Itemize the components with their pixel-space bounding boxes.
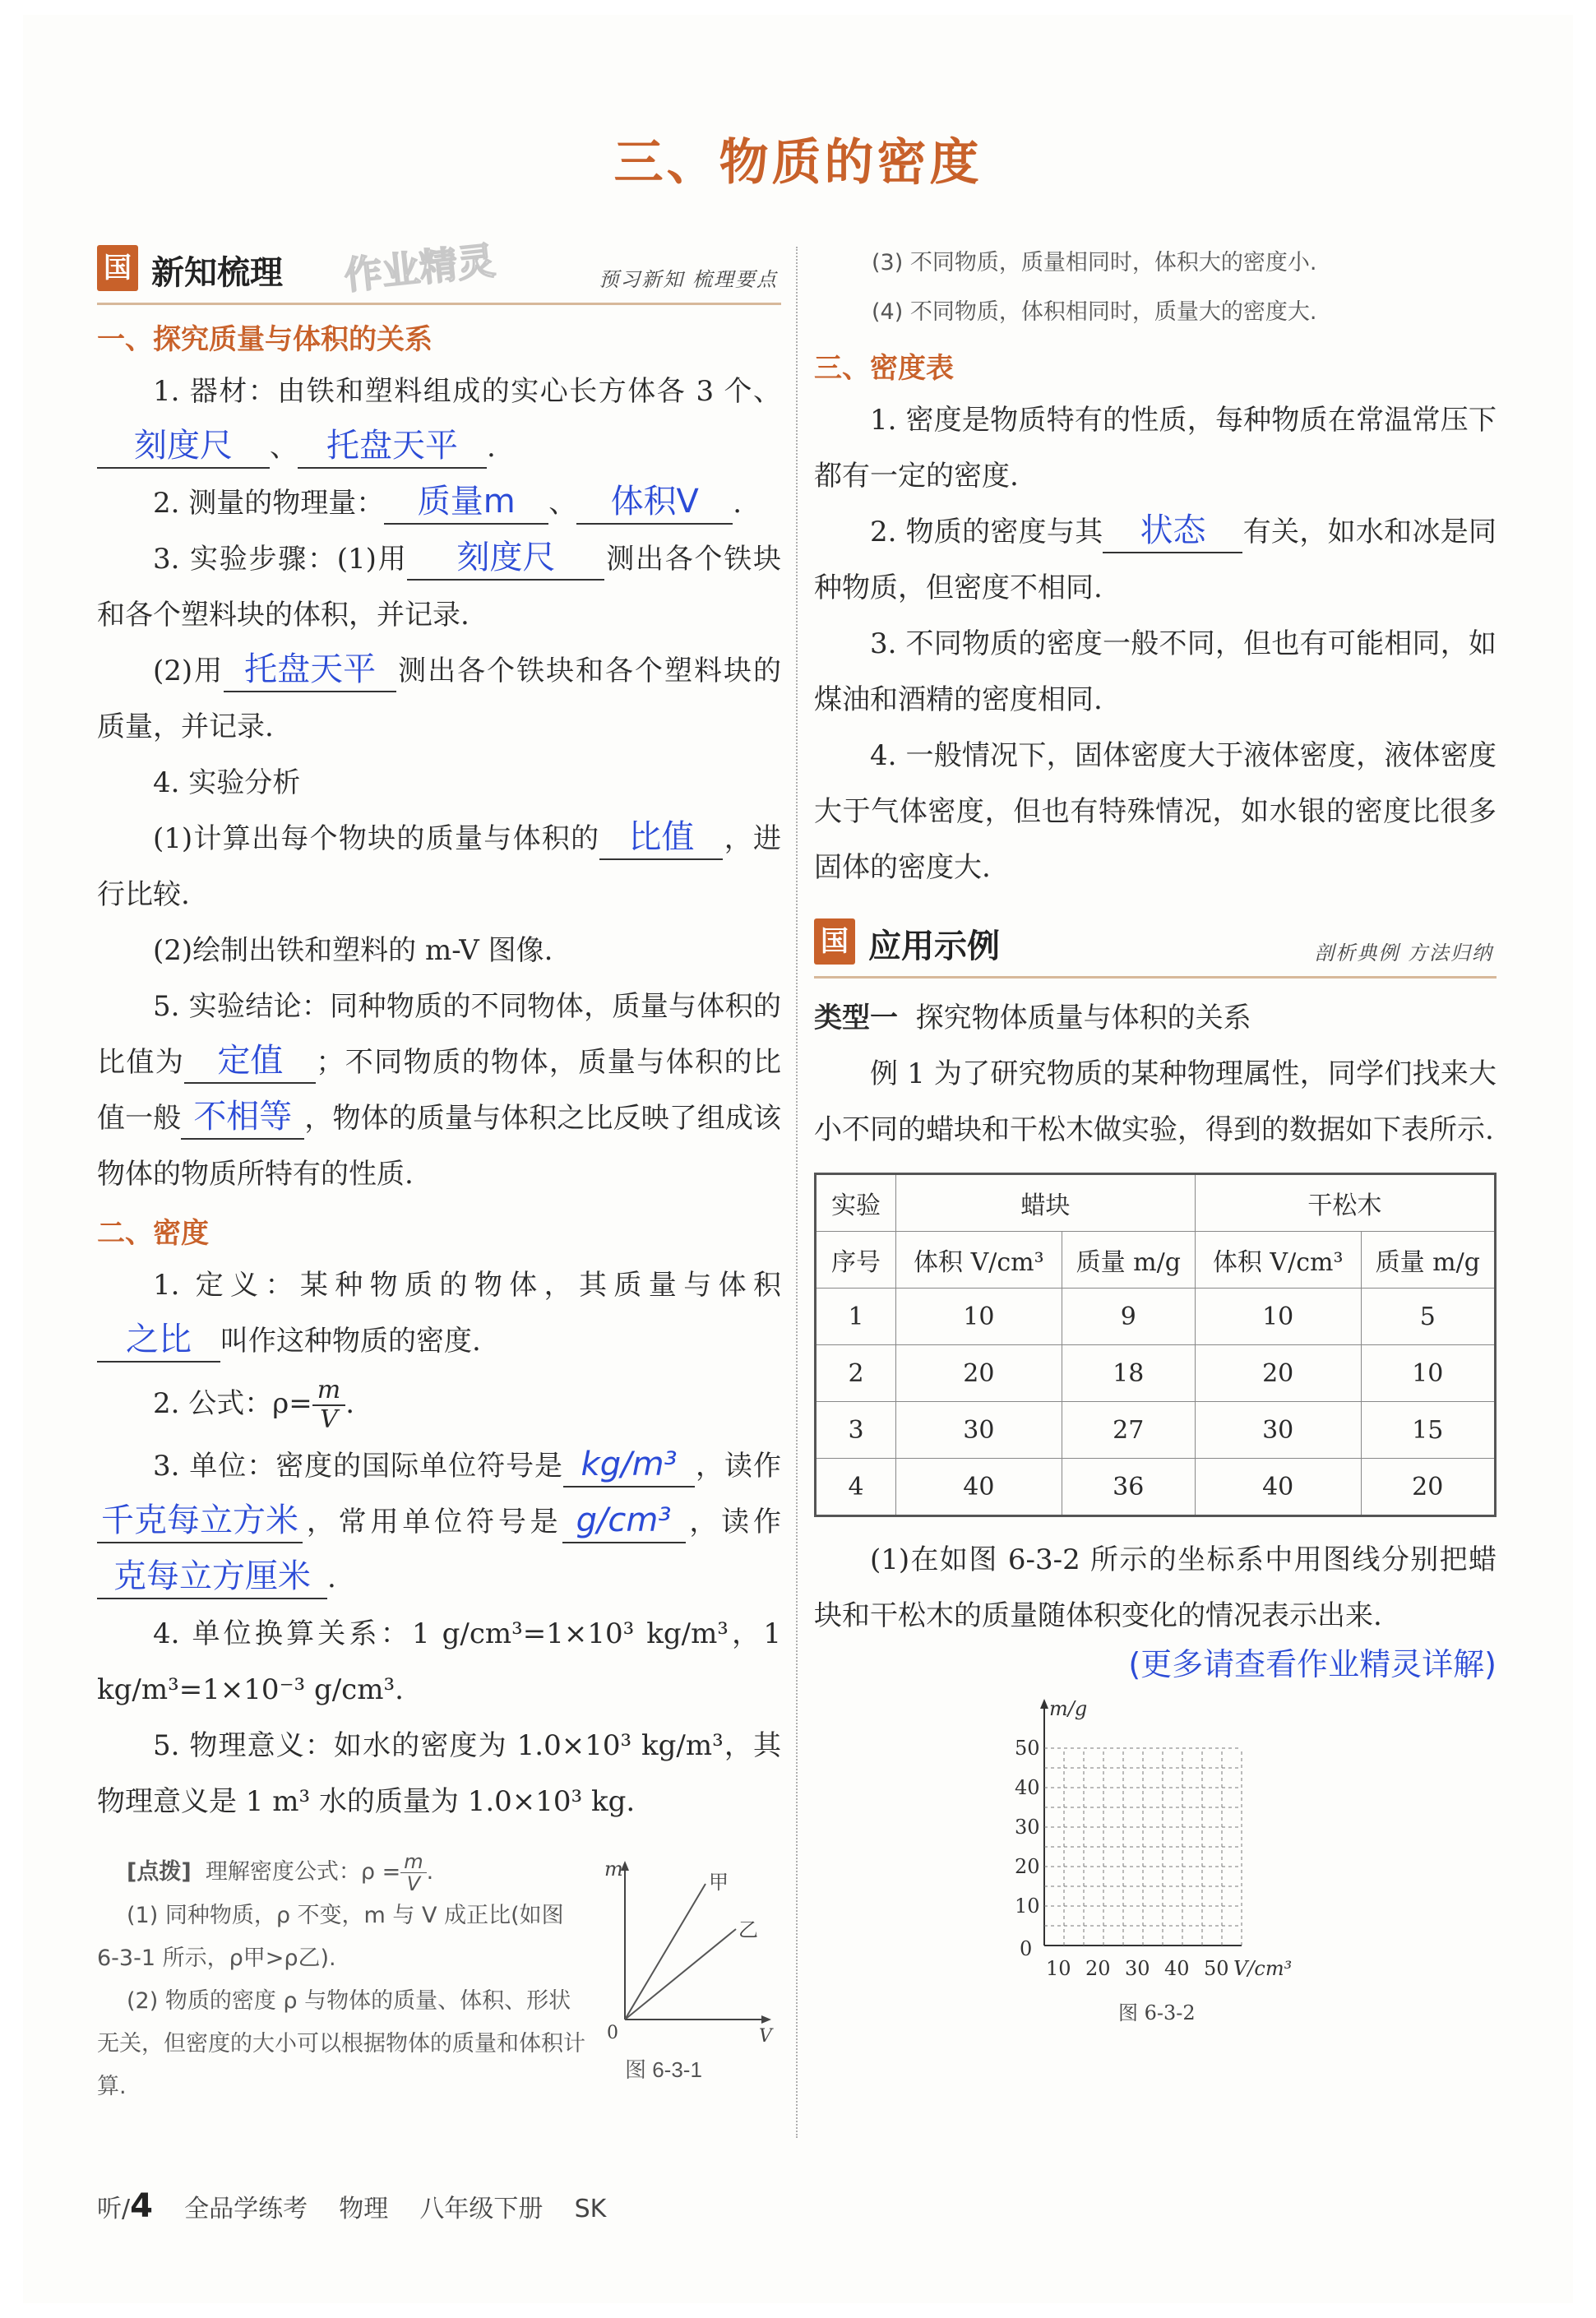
section-header-new-knowledge — [97, 238, 781, 305]
answer-blank: 刻度尺 — [407, 536, 604, 581]
table-cell: 10 — [896, 1289, 1062, 1345]
item-steps-1 — [97, 531, 781, 643]
table-cell: 20 — [1195, 1345, 1361, 1402]
answer-blank: 比值 — [599, 816, 723, 860]
origin-label: 0 — [1020, 1937, 1033, 1960]
grade: 八年级下册 — [419, 2195, 544, 2223]
table-point-4: 4. 一般情况下，固体密度大于液体密度，液体密度大于气体密度，但也有特殊情况，如水银的密度比很多固体的密度大. — [814, 739, 1497, 884]
origin-label: 0 — [607, 2023, 618, 2043]
type-heading — [814, 990, 1497, 1046]
item-analysis: 4. 实验分析 — [153, 766, 301, 799]
text: 3. 单位：密度的国际单位符号是 — [153, 1450, 564, 1483]
x-label: V — [759, 2026, 772, 2047]
table-cell: 36 — [1062, 1459, 1195, 1516]
line-jia — [625, 1884, 705, 2020]
text: . — [345, 1387, 354, 1420]
fraction — [400, 1851, 426, 1895]
table-header-row — [816, 1232, 1496, 1289]
answer-blank: 托盘天平 — [298, 424, 487, 469]
section-subtitle: 预习新知 梳理要点 — [599, 268, 778, 291]
page-title: 三、物质的密度 — [613, 134, 983, 192]
text: 1. 定义：某种物质的物体，其质量与体积 — [153, 1269, 781, 1302]
answer-blank: 体积V — [576, 480, 733, 525]
answer-blank: 之比 — [97, 1318, 220, 1363]
y-tick-label: 40 — [1015, 1776, 1040, 1799]
text: ，读作 — [695, 1450, 782, 1483]
table-point-1: 1. 密度是物质特有的性质，每种物质在常温常压下都有一定的密度. — [814, 404, 1497, 493]
question-1: (1)在如图 6-3-2 所示的坐标系中用图线分别把蜡块和干松木的质量随体积变化的情况表示出来. — [814, 1543, 1497, 1632]
edition: SK — [574, 2195, 607, 2223]
text: 2. 公式：ρ= — [153, 1387, 312, 1420]
section-header-examples — [814, 912, 1497, 979]
text: . — [487, 431, 496, 464]
type-label: 类型一 — [814, 1002, 898, 1034]
text: 测出各个铁块和各个塑料块的质量，并记录. — [97, 655, 781, 743]
text: 有关，如水和冰是同种物质，但密度不相同. — [814, 516, 1497, 604]
y-arrow — [1040, 1699, 1048, 1709]
table-cell: 2 — [816, 1345, 896, 1402]
table-cell: 5 — [1361, 1289, 1495, 1345]
rule-4: (4) 不同物质，体积相同时，质量大的密度大. — [872, 299, 1317, 325]
header-cell: 实验 — [816, 1174, 896, 1232]
heading-density: 二、密度 — [97, 1217, 209, 1250]
table-cell: 3 — [816, 1402, 896, 1459]
text: ，物体的质量与体积之比反映了组成该物体的物质所特有的性质. — [97, 1102, 782, 1191]
item-analysis-1 — [97, 811, 781, 923]
physical-meaning: 5. 物理意义：如水的密度为 1.0×10³ kg/m³，其物理意义是 1 m³ 水的质量为 1.0×10³ kg. — [97, 1729, 781, 1818]
section-title: 应用示例 — [868, 928, 1000, 965]
text: 测出各个铁块和各个塑料块的体积，并记录. — [97, 543, 781, 632]
x-tick-label: 50 — [1204, 1957, 1229, 1980]
table-point-3: 3. 不同物质的密度一般不同，但也有可能相同，如煤油和酒精的密度相同. — [814, 627, 1497, 716]
density-definition — [97, 1257, 781, 1369]
listen-label: 听/ — [97, 2195, 131, 2223]
text: 、 — [548, 487, 577, 520]
book-name: 全品学练考 — [184, 2195, 308, 2223]
data-table — [814, 1173, 1497, 1517]
text: 、 — [270, 431, 298, 464]
table-cell: 4 — [816, 1459, 896, 1516]
table-header-row — [816, 1174, 1496, 1232]
answer-blank: g/cm³ — [562, 1499, 686, 1543]
section-icon: 国 — [97, 245, 138, 291]
header-cell: 质量 m/g — [1062, 1232, 1195, 1289]
table-cell: 27 — [1062, 1402, 1195, 1459]
section-title: 新知梳理 — [151, 254, 283, 292]
header-cell: 质量 m/g — [1361, 1232, 1495, 1289]
answer-blank: 质量m — [384, 480, 548, 525]
more-details-link[interactable]: (更多请查看作业精灵详解) — [1128, 1646, 1497, 1682]
unit-conversion: 4. 单位换算关系：1 g/cm³=1×10³ kg/m³，1 kg/m³=1×10⁻³ g/cm³. — [97, 1617, 781, 1706]
figure-6-3-2 — [995, 1691, 1340, 2036]
y-tick-label: 20 — [1015, 1855, 1040, 1878]
label-jia: 甲 — [709, 1871, 729, 1894]
x-tick-label: 10 — [1046, 1957, 1071, 1980]
text: 理解密度公式：ρ = — [205, 1859, 401, 1885]
text: 1. 器材：由铁和塑料组成的实心长方体各 3 个、 — [153, 375, 781, 408]
table-cell: 9 — [1062, 1289, 1195, 1345]
figure-caption: 图 6-3-2 — [1118, 2001, 1196, 2024]
table-cell: 30 — [896, 1402, 1062, 1459]
header-cell: 序号 — [816, 1232, 896, 1289]
table-cell: 20 — [896, 1345, 1062, 1402]
rule-3: (3) 不同物质，质量相同时，体积大的密度小. — [872, 250, 1317, 275]
table-cell: 15 — [1361, 1402, 1495, 1459]
item-analysis-2: (2)绘制出铁和塑料的 m-V 图像. — [153, 934, 553, 967]
table-cell: 1 — [816, 1289, 896, 1345]
answer-blank: kg/m³ — [563, 1443, 695, 1487]
figure-caption: 图 6-3-1 — [625, 2057, 702, 2082]
answer-blank: 克每立方厘米 — [97, 1555, 327, 1599]
tip-heading: [点拨] 理解密度公式：ρ = $\frac{m}{V}$ . — [127, 1850, 434, 1895]
denominator: V — [320, 1405, 338, 1434]
y-label: m — [604, 1858, 623, 1881]
table-cell: 10 — [1361, 1345, 1495, 1402]
watermark-logo: 作业精灵 — [341, 238, 497, 298]
x-axis-label: V/cm³ — [1233, 1957, 1293, 1980]
column-divider — [796, 247, 798, 2138]
y-tick-label: 50 — [1015, 1737, 1040, 1760]
header-cell: 蜡块 — [896, 1174, 1196, 1232]
text: ，进行比较. — [97, 822, 781, 911]
x-tick-label: 30 — [1125, 1957, 1150, 1980]
answer-blank: 千克每立方米 — [97, 1499, 303, 1543]
item-quantities — [97, 475, 781, 531]
table-row — [816, 1289, 1496, 1345]
text: 叫作这种物质的密度. — [220, 1325, 481, 1358]
table-cell: 10 — [1195, 1289, 1361, 1345]
example-1: 例 1 为了研究物质的某种物理属性，同学们找来大小不同的蜡块和干松木做实验，得到的数据如下表所示. — [814, 1057, 1497, 1146]
page-number: 4 — [130, 2187, 153, 2225]
table-cell: 20 — [1361, 1459, 1495, 1516]
text: ，常用单位符号是 — [303, 1506, 562, 1538]
page-footer — [97, 2187, 606, 2225]
answer-blank: 状态 — [1103, 509, 1242, 553]
numerator: m — [400, 1851, 426, 1873]
item-steps-2 — [97, 643, 781, 755]
table-cell: 40 — [1195, 1459, 1361, 1516]
table-row — [816, 1345, 1496, 1402]
text: ；不同物质的物体，质量与体积的比值一般 — [97, 1046, 782, 1135]
label-yi: 乙 — [738, 1918, 758, 1941]
numerator: m — [312, 1376, 345, 1406]
table-cell: 18 — [1062, 1345, 1195, 1402]
tip-line-1: (1) 同种物质，ρ 不变，m 与 V 成正比(如图 6-3-1 所示，ρ甲>ρ乙). — [97, 1903, 564, 1971]
x-arrow — [761, 2015, 771, 2024]
answer-blank: 刻度尺 — [97, 424, 270, 469]
item-equipment — [97, 363, 781, 475]
figure-6-3-1 — [600, 1851, 781, 2131]
table-row — [816, 1459, 1496, 1516]
tip-box — [97, 1851, 781, 2131]
text: 2. 物质的密度与其 — [870, 516, 1103, 548]
section-subtitle: 剖析典例 方法归纳 — [1314, 942, 1493, 965]
y-axis-label: m/g — [1049, 1697, 1088, 1720]
table-cell: 40 — [896, 1459, 1062, 1516]
answer-blank: 不相等 — [181, 1095, 304, 1140]
x-tick-label: 20 — [1085, 1957, 1111, 1980]
answer-blank: 托盘天平 — [224, 648, 396, 692]
header-cell: 干松木 — [1195, 1174, 1495, 1232]
density-units — [97, 1438, 781, 1606]
line-yi — [625, 1929, 736, 2020]
text: 5. 实验结论：同种物质的不同物体，质量与体积的比值为 — [97, 990, 781, 1079]
text: . — [733, 487, 742, 520]
text: (2)用 — [153, 655, 224, 687]
tip-text — [97, 1851, 590, 2108]
answer-blank: 定值 — [184, 1039, 316, 1084]
text: . — [327, 1562, 336, 1594]
text: 2. 测量的物理量： — [153, 487, 385, 520]
subject: 物理 — [339, 2195, 389, 2223]
more-link-row — [814, 1639, 1497, 1684]
text: 3. 实验步骤：(1)用 — [153, 543, 408, 576]
section-icon: 国 — [814, 918, 855, 965]
tip-label: [点拨] — [127, 1859, 192, 1885]
y-tick-label: 10 — [1015, 1895, 1040, 1918]
fraction — [312, 1376, 345, 1434]
heading-mass-volume: 一、探究质量与体积的关系 — [97, 323, 433, 356]
header-cell: 体积 V/cm³ — [896, 1232, 1062, 1289]
type-text: 探究物体质量与体积的关系 — [915, 1002, 1251, 1034]
density-formula — [97, 1369, 781, 1438]
tip-line-2: (2) 物质的密度 ρ 与物体的质量、体积、形状无关，但密度的大小可以根据物体的质量和体积计算. — [97, 1988, 585, 2099]
heading-density-table: 三、密度表 — [814, 352, 954, 385]
denominator: V — [406, 1872, 421, 1895]
table-row — [816, 1402, 1496, 1459]
table-point-2 — [814, 504, 1497, 616]
table-cell: 30 — [1195, 1402, 1361, 1459]
y-tick-label: 30 — [1015, 1816, 1040, 1839]
x-tick-label: 40 — [1164, 1957, 1190, 1980]
header-cell: 体积 V/cm³ — [1195, 1232, 1361, 1289]
right-column — [814, 238, 1497, 2036]
text: ，读作 — [685, 1506, 781, 1538]
grid-lines — [1044, 1748, 1242, 1946]
item-conclusion — [97, 979, 781, 1202]
left-column — [97, 238, 781, 2131]
text: (1)计算出每个物块的质量与体积的 — [153, 822, 600, 855]
